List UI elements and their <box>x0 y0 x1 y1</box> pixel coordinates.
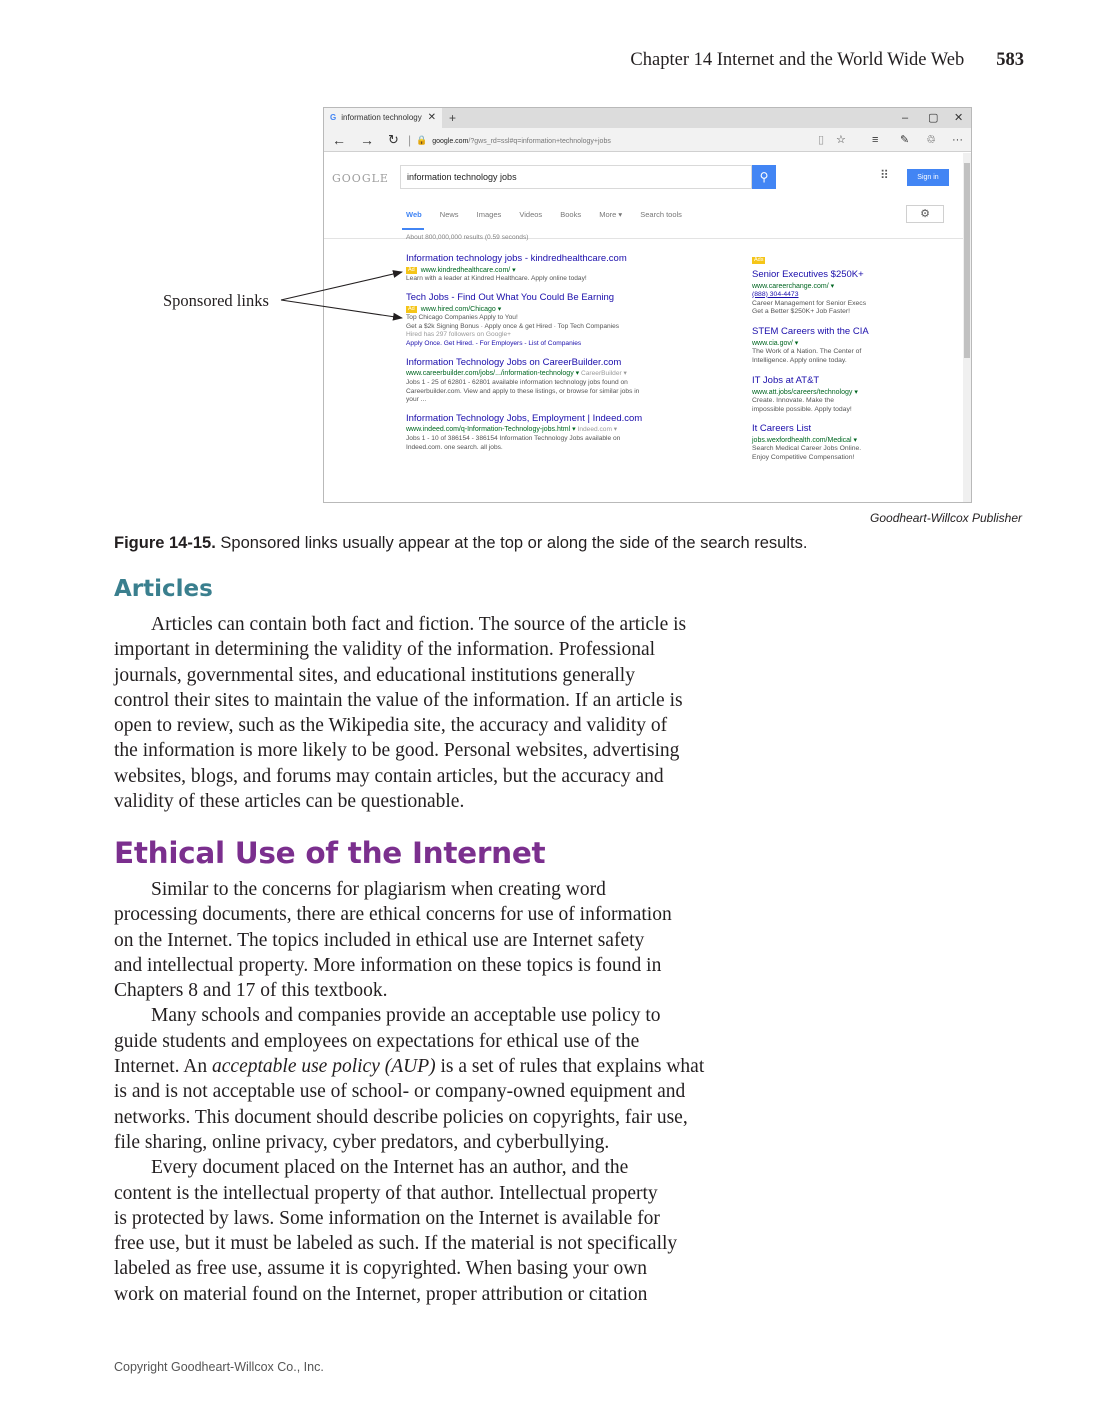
result-snippet: your ... <box>406 396 427 404</box>
ad-text: impossible possible. Apply today! <box>752 405 852 413</box>
side-ads <box>752 257 952 472</box>
address-bar <box>324 128 971 152</box>
text-line <box>77 1054 764 1079</box>
figure-credit: Goodheart-Willcox Publisher <box>870 511 1022 525</box>
ad-badge: Ad <box>408 266 415 273</box>
ethical-paragraph-3 <box>114 1155 764 1307</box>
close-window-icon[interactable]: ✕ <box>954 112 964 124</box>
tab-search-tools[interactable]: Search tools <box>640 210 682 219</box>
text-line: journals, governmental sites, and educational institutions generally <box>114 664 635 686</box>
ad-text: Enjoy Competitive Compensation! <box>752 454 855 462</box>
tab-news[interactable]: News <box>439 210 459 219</box>
ad-url[interactable]: www.att.jobs/careers/technology ▾ <box>752 388 858 396</box>
result-snippet: Top Chicago Companies Apply to You! <box>406 314 518 322</box>
text-line: Many schools and companies provide an acceptable use policy to <box>151 1005 661 1027</box>
tab-title: information technology <box>341 113 422 122</box>
text-line: important in determining the validity of the information. Professional <box>114 639 656 661</box>
result-title[interactable]: Information Technology Jobs on CareerBuilder.com <box>406 356 622 368</box>
text-line: free use, but it must be labeled as such. If the material is not specifically <box>114 1233 678 1255</box>
maximize-icon[interactable]: ▢ <box>928 112 939 124</box>
ethical-use-body <box>114 877 764 1307</box>
tab-images[interactable]: Images <box>476 210 502 219</box>
result-title[interactable]: Tech Jobs - Find Out What You Could Be Earning <box>406 291 615 303</box>
result-item <box>406 253 746 284</box>
active-tab-underline <box>402 228 424 230</box>
web-note-icon[interactable]: ✎ <box>900 134 910 146</box>
result-url-meta: CareerBuilder ▾ <box>581 370 627 378</box>
result-snippet: Careerbuilder.com. View and apply to these listings, or browse for similar jobs in <box>406 387 640 395</box>
forward-icon[interactable]: → <box>360 132 374 148</box>
more-icon[interactable]: ··· <box>952 134 963 146</box>
result-snippet: Get a $2k Signing Bonus · Apply once & get Hired · Top Tech Companies <box>406 322 620 330</box>
favorite-star-icon[interactable]: ☆ <box>836 134 846 146</box>
result-url-meta: Indeed.com ▾ <box>577 426 618 434</box>
text-line: websites, blogs, and forums may contain articles, but the accuracy and <box>114 765 664 787</box>
text-line: and intellectual property. More information on these topics is found in <box>114 954 662 976</box>
ad-text: Search Medical Career Jobs Online. <box>752 445 862 453</box>
minimize-icon[interactable]: – <box>902 112 909 124</box>
lock-icon: 🔒 <box>416 135 428 145</box>
ads-label: Ads <box>754 257 764 263</box>
copyright-footer: Copyright Goodheart-Willcox Co., Inc. <box>114 1360 324 1374</box>
google-logo[interactable]: GOOGLE <box>332 172 389 185</box>
ad-title[interactable]: It Careers List <box>752 423 812 435</box>
url-domain: google.com <box>432 138 469 145</box>
text-line: work on material found on the Internet, proper attribution or citation <box>114 1283 648 1305</box>
section-heading-ethical-use: Ethical Use of the Internet <box>114 836 546 870</box>
result-snippet: Hired has 297 followers on Google+ <box>406 331 512 339</box>
browser-screenshot <box>323 107 972 503</box>
text-line: is protected by laws. Some information on the Internet is available for <box>114 1207 660 1229</box>
text-line: on the Internet. The topics included in ethical use are Internet safety <box>114 929 645 951</box>
figure-caption-text: Sponsored links usually appear at the top or along the side of the search results. <box>215 534 808 552</box>
ad-text: Create. Innovate. Make the <box>752 396 834 404</box>
text-line: open to review, such as the Wikipedia site, the accuracy and validity of <box>114 715 668 737</box>
scrollbar-thumb[interactable] <box>964 163 970 358</box>
url-field[interactable] <box>416 133 611 149</box>
result-snippet: Jobs 1 - 10 of 386154 - 386154 Information Technology Jobs available on <box>406 435 621 442</box>
ethical-paragraph-1 <box>114 877 764 1003</box>
page-number: 583 <box>996 50 1024 70</box>
gear-icon: ⚙ <box>920 208 930 220</box>
chapter-title: Chapter 14 Internet and the World Wide Web <box>630 50 965 70</box>
google-header <box>324 153 964 239</box>
callout-label: Sponsored links <box>163 291 269 310</box>
text-line: validity of these articles can be questionable. <box>114 791 465 813</box>
ad-url[interactable]: jobs.wexfordhealth.com/Medical ▾ <box>752 437 858 445</box>
result-sitelinks[interactable]: Apply Once. Get Hired. - For Employers - List of Companies <box>406 340 582 347</box>
result-url[interactable]: www.kindredhealthcare.com/ ▾ <box>420 266 516 274</box>
tab-web[interactable]: Web <box>406 210 422 219</box>
tab-books[interactable]: Books <box>560 210 582 219</box>
sign-in-button[interactable]: Sign in <box>907 169 949 186</box>
url-path: /?gws_rd=ssl#q=information+technology+jobs <box>468 138 611 145</box>
key-term-aup: acceptable use policy (AUP) <box>212 1056 436 1078</box>
ad-text: The Work of a Nation. The Center of <box>752 348 862 356</box>
search-nav-tabs <box>406 210 698 219</box>
result-snippet: Jobs 1 - 25 of 62801 - 62801 available information technology jobs found on <box>406 378 628 386</box>
search-icon: ⚲ <box>759 170 769 184</box>
figure-label: Figure 14-15. <box>114 534 216 552</box>
tab-more[interactable]: More ▾ <box>599 210 623 219</box>
ad-phone[interactable]: (888) 304-4473 <box>752 290 799 298</box>
text-line: networks. This document should describe policies on copyrights, fair use, <box>114 1106 688 1128</box>
results-stats: About 800,000,000 results (0.59 seconds) <box>406 234 529 241</box>
side-ad <box>752 375 952 415</box>
side-ad <box>752 269 952 317</box>
figure-caption <box>114 534 807 553</box>
text-line: Chapters 8 and 17 of this textbook. <box>114 980 388 1002</box>
result-item <box>406 357 746 405</box>
ethical-paragraph-2 <box>114 1003 764 1155</box>
text-line: file sharing, online privacy, cyber predators, and cyberbullying. <box>114 1131 610 1153</box>
running-head <box>630 50 1024 71</box>
result-item <box>406 292 746 349</box>
ad-text: Get a Better $250K+ Job Faster! <box>752 308 851 316</box>
search-input[interactable]: information technology jobs <box>400 165 752 189</box>
hub-icon[interactable]: ≡ <box>872 134 879 146</box>
side-ad <box>752 326 952 366</box>
text-line: Similar to the concerns for plagiarism when creating word <box>151 879 606 900</box>
share-icon[interactable]: ♲ <box>926 134 936 146</box>
settings-button[interactable] <box>906 205 944 223</box>
result-item <box>406 413 746 453</box>
ad-title[interactable]: IT Jobs at AT&T <box>752 374 820 386</box>
articles-paragraph <box>114 612 764 814</box>
reading-view-icon[interactable]: ▯ <box>818 134 825 146</box>
text-line: Every document placed on the Internet has an author, and the <box>151 1157 629 1179</box>
ad-badge: Ad <box>408 305 415 312</box>
text-line: guide students and employees on expectations for ethical use of the <box>114 1030 640 1052</box>
refresh-icon[interactable]: ↻ <box>388 132 399 147</box>
new-tab-icon[interactable]: + <box>449 111 457 125</box>
text-line: processing documents, there are ethical concerns for use of information <box>114 904 672 926</box>
ad-text: Intelligence. Apply online today. <box>752 356 847 364</box>
close-tab-icon[interactable]: ✕ <box>427 112 436 123</box>
text-line: control their sites to maintain the value of the information. If an article is <box>114 689 683 711</box>
tab-videos[interactable]: Videos <box>519 210 543 219</box>
result-snippet: Indeed.com. one search. all jobs. <box>406 443 503 451</box>
back-icon[interactable]: ← <box>332 132 346 148</box>
result-title[interactable]: Information technology jobs - kindredhealthcare.com <box>406 253 627 264</box>
apps-grid-icon[interactable]: ⠿ <box>880 168 889 182</box>
result-url[interactable]: www.careerbuilder.com/jobs/.../information-technology ▾ <box>406 370 580 378</box>
text-fragment: is a set of rules that explains what <box>435 1056 705 1078</box>
section-heading-articles: Articles <box>114 576 213 602</box>
ad-title[interactable]: STEM Careers with the CIA <box>752 326 869 338</box>
search-results <box>406 234 746 460</box>
text-fragment: Internet. An <box>114 1056 213 1078</box>
browser-tab-bar <box>324 108 971 128</box>
text-line: content is the intellectual property of that author. Intellectual property <box>114 1182 658 1204</box>
result-url[interactable]: www.indeed.com/q-Information-Technology-jobs.html ▾ <box>406 426 576 434</box>
ad-text: Career Management for Senior Execs <box>752 299 867 307</box>
browser-tab[interactable] <box>324 108 442 128</box>
google-favicon-icon: G <box>330 113 337 122</box>
result-url[interactable]: www.hired.com/Chicago ▾ <box>420 305 502 313</box>
text-line: labeled as free use, assume it is copyrighted. When basing your own <box>114 1258 648 1280</box>
text-line: Articles can contain both fact and fiction. The source of the article is <box>151 614 687 635</box>
text-line: the information is more likely to be good. Personal websites, advertising <box>114 740 680 762</box>
text-line: is and is not acceptable use of school- or company-owned equipment and <box>114 1081 686 1103</box>
side-ad <box>752 423 952 463</box>
search-button[interactable] <box>752 165 776 189</box>
result-title[interactable]: Information Technology Jobs, Employment | Indeed.com <box>406 412 643 424</box>
ad-url[interactable]: www.cia.gov/ ▾ <box>752 340 799 348</box>
separator-icon: | <box>408 133 412 147</box>
result-snippet: Learn with a leader at Kindred Healthcare. Apply online today! <box>406 275 587 283</box>
ad-title[interactable]: Senior Executives $250K+ <box>752 268 864 280</box>
ad-url[interactable]: www.careerchange.com/ ▾ <box>752 282 835 290</box>
